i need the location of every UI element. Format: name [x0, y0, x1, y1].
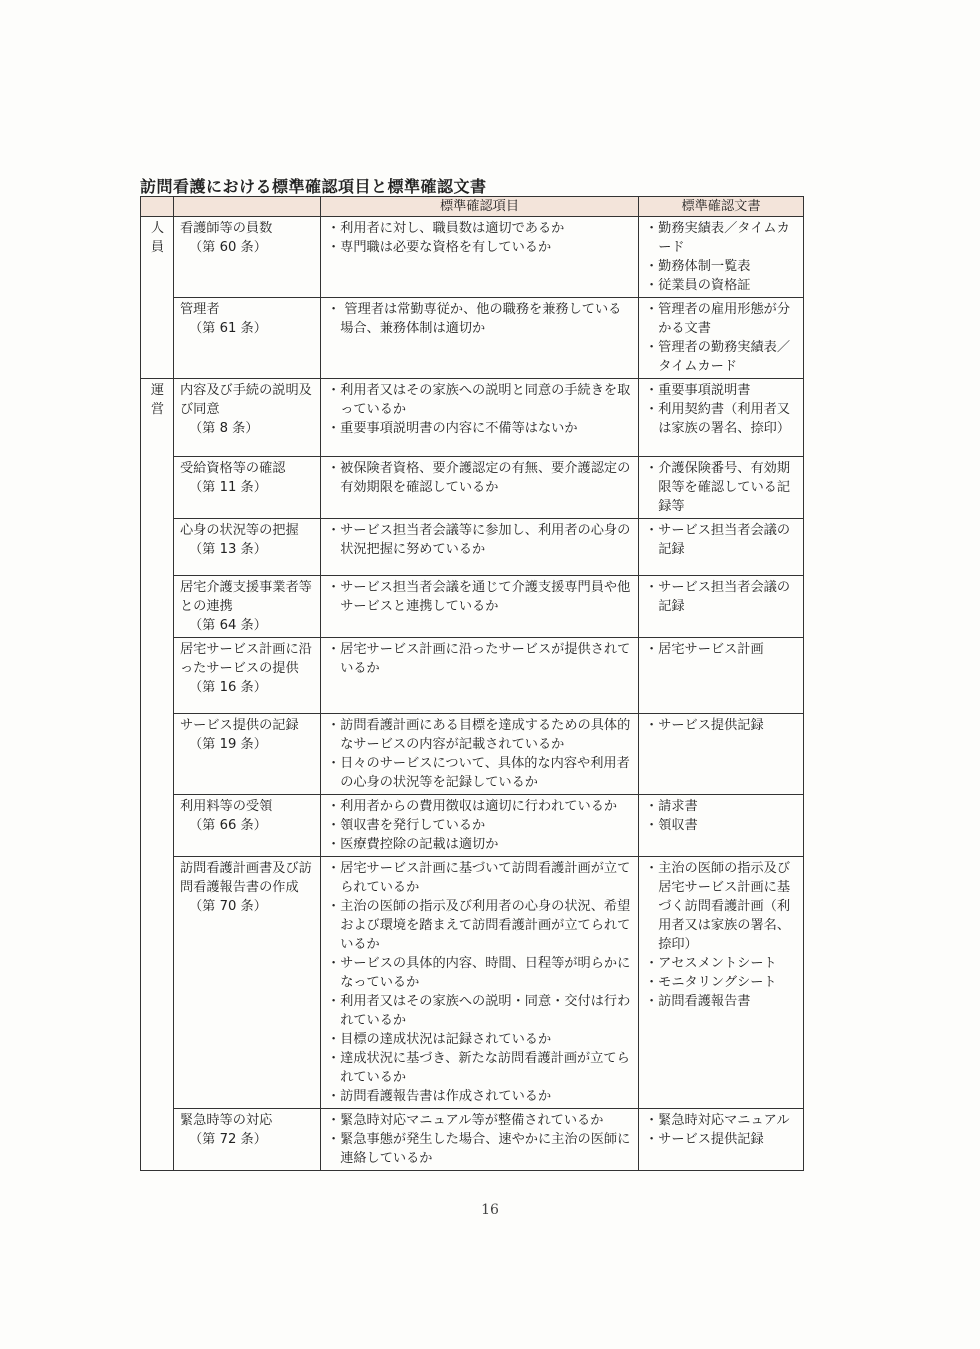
header-items: 標準確認項目 — [321, 197, 639, 217]
row-article: （第 72 条） — [189, 1132, 267, 1147]
row-article: （第 70 条） — [189, 899, 267, 914]
row-name-cell — [174, 457, 321, 519]
row-article: （第 66 条） — [189, 818, 267, 833]
row-docs-cell: ・サービス担当者会議の記録 — [639, 519, 804, 576]
row-name-cell — [174, 638, 321, 714]
row-items-cell: ・居宅サービス計画に沿ったサービスが提供されているか — [321, 638, 639, 714]
row-items-cell: ・訪問看護計画にある目標を達成するための具体的なサービスの内容が記載されているか ・日々のサービスについて、具体的な内容や利用者の心身の状況等を記録しているか — [321, 714, 639, 795]
category-personnel: 人 員 — [141, 217, 174, 379]
row-docs-cell: ・管理者の雇用形態が分かる文書 ・管理者の勤務実績表／タイムカード — [639, 298, 804, 379]
row-name-cell — [174, 795, 321, 857]
standard-check-table — [140, 196, 804, 1171]
row-article: （第 61 条） — [189, 321, 267, 336]
row-name-cell — [174, 576, 321, 638]
table-row — [141, 638, 804, 714]
row-items-cell: ・利用者からの費用徴収は適切に行われているか ・領収書を発行しているか ・医療費控除の記載は適切か — [321, 795, 639, 857]
row-article: （第 60 条） — [189, 240, 267, 255]
row-name: 利用料等の受領 — [180, 799, 273, 814]
row-name: 心身の状況等の把握 — [180, 523, 299, 538]
row-article: （第 8 条） — [189, 421, 259, 436]
table-row — [141, 857, 804, 1109]
row-items-cell: ・緊急時対応マニュアル等が整備されているか ・緊急事態が発生した場合、速やかに主治の医師に連絡しているか — [321, 1109, 639, 1171]
row-docs-cell: ・請求書 ・領収書 — [639, 795, 804, 857]
row-name-cell — [174, 519, 321, 576]
row-name: 訪問看護計画書及び訪問看護報告書の作成 — [180, 861, 312, 895]
row-docs-cell: ・重要事項説明書 ・利用契約書（利用者又は家族の署名、捺印） — [639, 379, 804, 457]
row-docs-cell: ・緊急時対応マニュアル ・サービス提供記録 — [639, 1109, 804, 1171]
row-article: （第 13 条） — [189, 542, 267, 557]
row-items-cell: ・ 管理者は常勤専従か、他の職務を兼務している場合、兼務体制は適切か — [321, 298, 639, 379]
row-article: （第 64 条） — [189, 618, 267, 633]
row-docs-cell: ・居宅サービス計画 — [639, 638, 804, 714]
table-row — [141, 457, 804, 519]
row-name: 内容及び手続の説明及び同意 — [180, 383, 312, 417]
row-items-cell: ・利用者又はその家族への説明と同意の手続きを取っているか ・重要事項説明書の内容に不備等はないか — [321, 379, 639, 457]
header-blank — [174, 197, 321, 217]
row-name: 居宅介護支援事業者等との連携 — [180, 580, 312, 614]
table-row — [141, 795, 804, 857]
table-row — [141, 379, 804, 457]
row-article: （第 19 条） — [189, 737, 267, 752]
row-items-cell: ・居宅サービス計画に基づいて訪問看護計画が立てられているか ・主治の医師の指示及び利用者の心身の状況、希望および環境を踏まえて訪問看護計画が立てられているか ・サービスの具体的内容、時間、日程等が明らかになっているか ・利用者又はその家族への説明・同意・交付は行われているか ・目標の達成状況は記録されているか ・達成状況に基づき、新たな訪問看護計画が立てられているか ・訪問看護報告書は作成されているか — [321, 857, 639, 1109]
row-name: 看護師等の員数 — [180, 221, 273, 236]
row-docs-cell: ・介護保険番号、有効期限等を確認している記録等 — [639, 457, 804, 519]
row-name: 受給資格等の確認 — [180, 461, 286, 476]
row-items-cell: ・利用者に対し、職員数は適切であるか ・専門職は必要な資格を有しているか — [321, 217, 639, 298]
table-header-row — [141, 197, 804, 217]
table-row — [141, 714, 804, 795]
row-name-cell — [174, 1109, 321, 1171]
page-number: 16 — [481, 1202, 499, 1218]
row-name: 管理者 — [180, 302, 220, 317]
table-row — [141, 217, 804, 298]
row-name: 緊急時等の対応 — [180, 1113, 273, 1128]
table-row — [141, 519, 804, 576]
row-name-cell — [174, 857, 321, 1109]
table-row — [141, 1109, 804, 1171]
row-article: （第 11 条） — [189, 480, 267, 495]
row-items-cell: ・サービス担当者会議等に参加し、利用者の心身の状況把握に努めているか — [321, 519, 639, 576]
row-name-cell — [174, 379, 321, 457]
category-operations: 運 営 — [141, 379, 174, 1171]
row-name-cell — [174, 217, 321, 298]
row-docs-cell: ・主治の医師の指示及び居宅サービス計画に基づく訪問看護計画（利用者又は家族の署名、捺印） ・アセスメントシート ・モニタリングシート ・訪問看護報告書 — [639, 857, 804, 1109]
row-name: 居宅サービス計画に沿ったサービスの提供 — [180, 642, 312, 676]
row-name-cell — [174, 714, 321, 795]
header-documents: 標準確認文書 — [639, 197, 804, 217]
row-docs-cell: ・勤務実績表／タイムカード ・勤務体制一覧表 ・従業員の資格証 — [639, 217, 804, 298]
row-docs-cell: ・サービス担当者会議の記録 — [639, 576, 804, 638]
row-docs-cell: ・サービス提供記録 — [639, 714, 804, 795]
table-row — [141, 298, 804, 379]
page-title: 訪問看護における標準確認項目と標準確認文書 — [140, 177, 487, 196]
header-blank — [141, 197, 174, 217]
row-items-cell: ・サービス担当者会議を通じて介護支援専門員や他サービスと連携しているか — [321, 576, 639, 638]
row-items-cell: ・被保険者資格、要介護認定の有無、要介護認定の有効期限を確認しているか — [321, 457, 639, 519]
table-row — [141, 576, 804, 638]
row-name: サービス提供の記録 — [180, 718, 299, 733]
row-name-cell — [174, 298, 321, 379]
row-article: （第 16 条） — [189, 680, 267, 695]
